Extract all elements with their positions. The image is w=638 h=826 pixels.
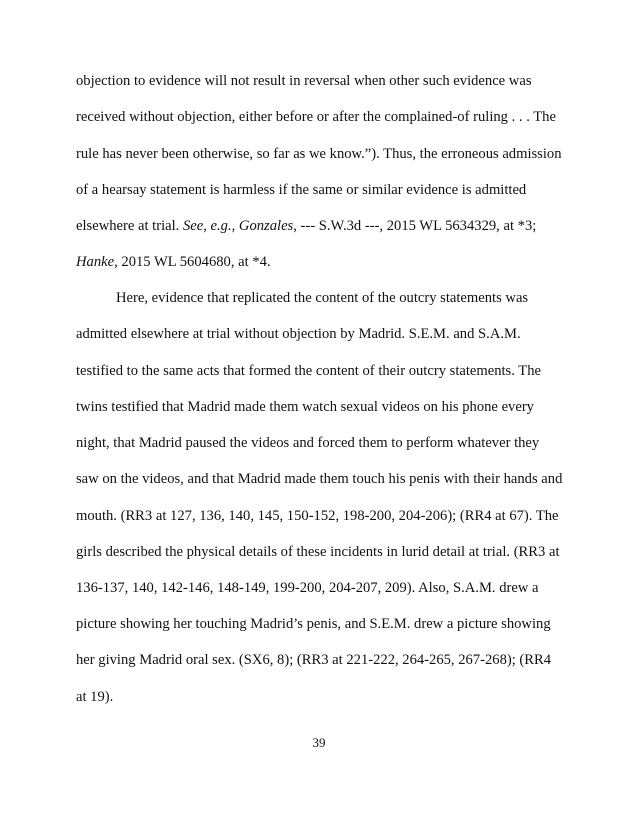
paragraph-first-line: Here, evidence that replicated the content of the outcry statements was [116, 290, 529, 306]
text-line: twins testified that Madrid made them watch sexual videos on his phone every [76, 399, 534, 415]
text-line: admitted elsewhere at trial without objection by Madrid. S.E.M. and S.A.M. [76, 326, 521, 342]
text-line-citation [76, 217, 536, 235]
text-line: testified to the same acts that formed the content of their outcry statements. The [76, 363, 541, 379]
citation-reporter: , --- S.W.3d ---, 2015 WL 5634329, at *3; [293, 218, 537, 234]
text-line: picture showing her touching Madrid’s penis, and S.E.M. drew a picture showing [76, 616, 551, 632]
text-line: mouth. (RR3 at 127, 136, 140, 145, 150-152, 198-200, 204-206); (RR4 at 67). The [76, 508, 559, 524]
citation-separator: , [231, 218, 239, 234]
citation-reporter: , 2015 WL 5604680, at *4. [114, 254, 271, 270]
text-line: saw on the videos, and that Madrid made them touch his penis with their hands and [76, 471, 563, 487]
text-line-citation [76, 253, 271, 271]
text-line: at 19). [76, 689, 114, 705]
citation-text: elsewhere at trial. [76, 218, 183, 234]
text-line: of a hearsay statement is harmless if the same or similar evidence is admitted [76, 182, 527, 198]
text-line: received without objection, either before or after the complained-of ruling . . . The [76, 109, 556, 125]
citation-signal-eg: e.g. [210, 218, 232, 234]
case-name: Hanke [76, 254, 115, 270]
text-line: girls described the physical details of these incidents in lurid detail at trial. (RR3 at [76, 544, 560, 560]
citation-signal: See [182, 218, 204, 234]
case-name: Gonzales [238, 218, 294, 234]
text-line: her giving Madrid oral sex. (SX6, 8); (RR3 at 221-222, 264-265, 267-268); (RR4 [76, 652, 552, 668]
text-line: 136-137, 140, 142-146, 148-149, 199-200, 204-207, 209). Also, S.A.M. drew a [76, 580, 539, 596]
text-line: rule has never been otherwise, so far as we know.”). Thus, the erroneous admission [76, 146, 562, 162]
citation-separator: , [203, 218, 211, 234]
text-line: objection to evidence will not result in reversal when other such evidence was [76, 73, 532, 89]
text-line: night, that Madrid paused the videos and forced them to perform whatever they [76, 435, 540, 451]
page-number: 39 [312, 735, 326, 750]
